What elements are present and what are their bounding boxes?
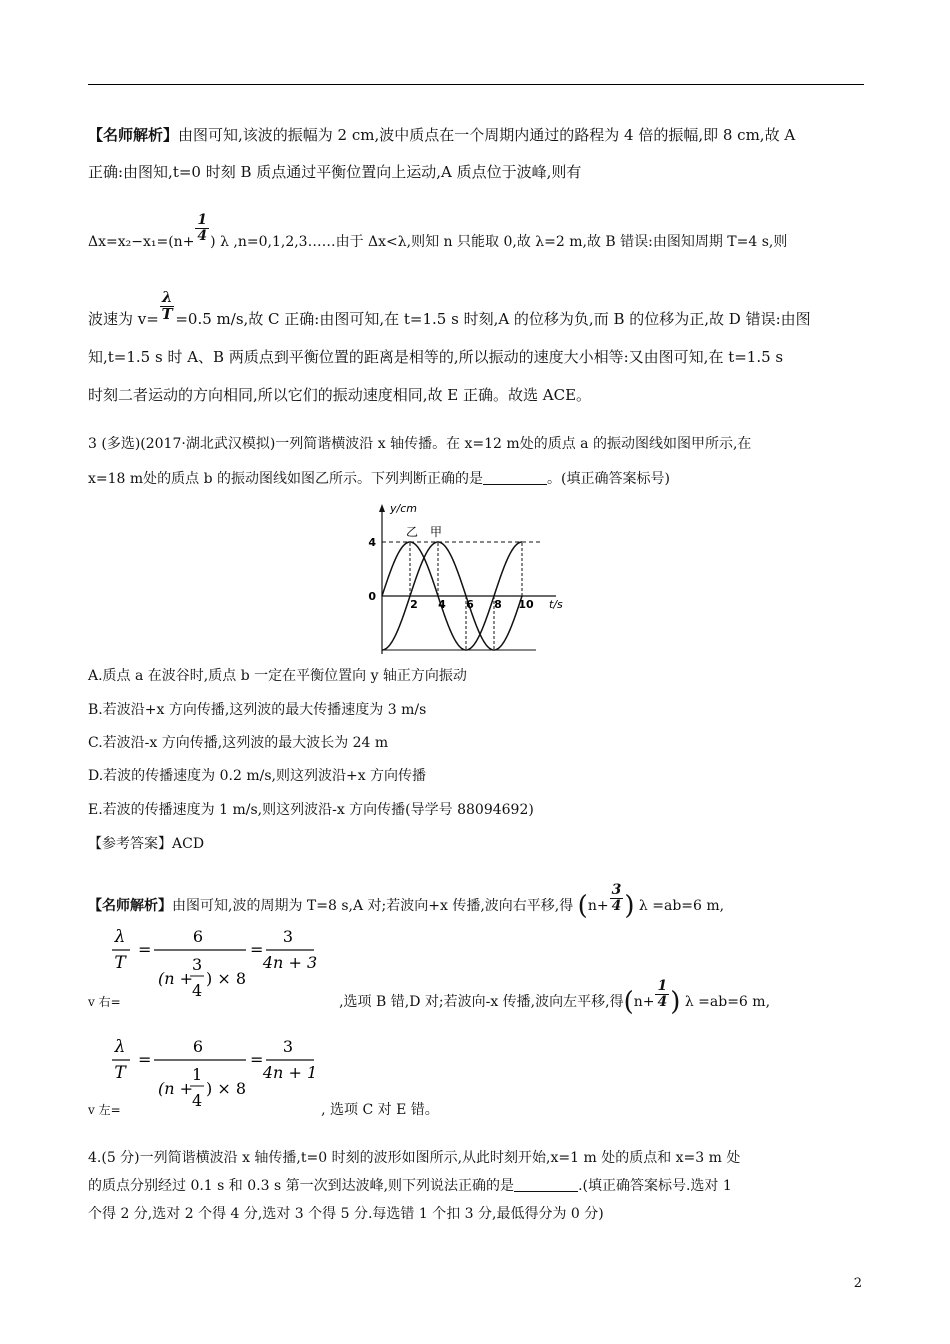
x-tick-4: 4 [438, 598, 446, 611]
eq1-eq-sign: = [138, 940, 152, 959]
analysis2-line1: 【名师解析】由图可知,波的周期为 T=8 s,A 对;若波向+x 传播,波向右平移,得 (n+ $\frac{3}{4}$ ) λ =ab=6 m, [88, 881, 725, 921]
q4-line3: 个得 2 分,选对 2 个得 4 分,选对 3 个得 5 分.每选错 1 个扣 3 分,最低得分为 0 分) [88, 1206, 604, 1222]
vibration-chart [360, 500, 563, 660]
eq1-T: T [114, 953, 126, 973]
eq2-T: T [114, 1063, 126, 1083]
y-axis-label: y/cm [390, 502, 417, 515]
y-tick-4: 4 [368, 536, 376, 549]
q3-option-e: E.若波的传播速度为 1 m/s,则这列波沿-x 方向传播(导学号 88094692) [88, 802, 534, 818]
analysis2-line3: v 左= , 选项 C 对 E 错。 [88, 1102, 439, 1118]
eq2-r-den: 4n + 1 [262, 1063, 318, 1082]
q3-stem-line1: 3 (多选)(2017·湖北武汉模拟)一列简谐横波沿 x 轴传播。在 x=12 m处的质点 a 的振动图线如图甲所示,在 [88, 436, 752, 452]
eq2-den-post: ) × 8 [206, 1079, 246, 1098]
eq1-three: 3 [282, 927, 294, 946]
y-axis-arrow [379, 504, 385, 512]
eq2-den-fden: 4 [192, 1091, 203, 1110]
y-tick-0: 0 [368, 590, 376, 603]
x-tick-10: 10 [518, 598, 534, 611]
eq2-den-fnum: 1 [192, 1065, 203, 1084]
eq2-three: 3 [282, 1037, 294, 1056]
eq2-six: 6 [192, 1037, 204, 1056]
q3-option-c: C.若波沿-x 方向传播,这列波的最大波长为 24 m [88, 735, 389, 751]
analysis1-line2: 正确:由图知,t=0 时刻 B 质点通过平衡位置向上运动,A 质点位于波峰,则有 [88, 163, 582, 181]
x-tick-8: 8 [494, 598, 502, 611]
q3-option-a: A.质点 a 在波谷时,质点 b 一定在平衡位置向 y 轴正方向振动 [88, 668, 467, 684]
analysis1-line4: 波速为 v= $\frac{\lambda}{T}$ =0.5 m/s,故 C 正确:由图可知,在 t=1.5 s 时刻,A 的位移为负,而 B 的位移为正,故 D 错误:由图 [88, 287, 811, 328]
eq1-den-fnum: 3 [192, 955, 203, 974]
q4-line1: 4.(5 分)一列简谐横波沿 x 轴传播,t=0 时刻的波形如图所示,从此时刻开始,x=1 m 处的质点和 x=3 m 处 [88, 1150, 741, 1166]
eq1-r-den: 4n + 3 [262, 953, 318, 972]
analysis1-line1: 【名师解析】由图可知,该波的振幅为 2 cm,波中质点在一个周期内通过的路程为 4 倍的振幅,即 8 cm,故 A [88, 126, 796, 144]
x-tick-2: 2 [410, 598, 418, 611]
eq2-den-pre: (n + [158, 1079, 194, 1098]
answer-blank [483, 470, 547, 485]
eq1-den-pre: (n + [158, 969, 194, 988]
x-tick-6: 6 [466, 598, 474, 611]
analysis1-line3: Δx=x₂−x₁=(n+ $\frac{1}{4}$ ) λ ,n=0,1,2,3……由于 Δx<λ,则知 n 只能取 0,故 λ=2 m,故 B 错误:由图知周期 T=4 s,则 [88, 211, 788, 250]
analysis1-line6: 时刻二者运动的方向相同,所以它们的振动速度相同,故 E 正确。故选 ACE。 [88, 386, 592, 404]
analysis2-line2: v 右= ,选项 B 错,D 对;若波向-x 传播,波向左平移,得(n+ $\frac{1}{4}$ ) λ =ab=6 m, [88, 977, 771, 1017]
eq2-eq-sign: = [138, 1050, 152, 1069]
series-label-0: 乙 [405, 525, 419, 539]
eq1-lambda: λ [114, 927, 126, 947]
page-number: 2 [853, 1276, 862, 1291]
eq2-eq-sign2: = [250, 1050, 264, 1069]
q3-option-b: B.若波沿+x 方向传播,这列波的最大传播速度为 3 m/s [88, 702, 427, 718]
eq2-lambda: λ [114, 1037, 126, 1057]
header-rule [88, 84, 864, 85]
eq1-six: 6 [192, 927, 204, 946]
eq1-den-post: ) × 8 [206, 969, 246, 988]
q3-option-d: D.若波的传播速度为 0.2 m/s,则这列波沿+x 方向传播 [88, 768, 427, 784]
q4-line2: 的质点分别经过 0.1 s 和 0.3 s 第一次到达波峰,则下列说法正确的是 .(填正确答案标号.选对 1 [88, 1178, 732, 1194]
q3-stem-line2: x=18 m处的质点 b 的振动图线如图乙所示。下列判断正确的是 。(填正确答案标号) [88, 471, 670, 487]
eq1-den-fden: 4 [192, 981, 203, 1000]
q4-blank [514, 1177, 578, 1192]
series-label-1: 甲 [429, 525, 443, 539]
x-axis-label: t/s [549, 598, 563, 611]
eq1-eq-sign2: = [250, 940, 264, 959]
q3-answer: 【参考答案】ACD [88, 836, 205, 852]
analysis1-line5: 知,t=1.5 s 时 A、B 两质点到平衡位置的距离是相等的,所以振动的速度大小相等:又由图可知,在 t=1.5 s [88, 348, 784, 366]
